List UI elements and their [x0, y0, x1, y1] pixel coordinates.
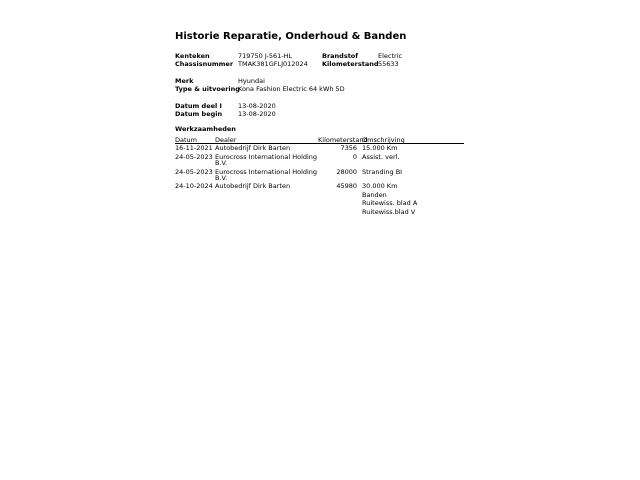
column-header-kilometerstand: Kilometerstand: [318, 136, 368, 144]
column-header-dealer: Dealer: [215, 136, 237, 144]
datum-deel-label: Datum deel I: [175, 102, 222, 110]
datum-begin-value: 13-08-2020: [238, 110, 276, 118]
type-value: Kona Fashion Electric 64 kWh 5D: [238, 85, 345, 93]
row-dealer: Eurocross International Holding: [215, 153, 318, 161]
row-dealer: Autobedrijf Dirk Barten: [215, 182, 291, 190]
chassis-value: TMAK381GFLJ012024: [238, 60, 308, 68]
row-kilometerstand: 0: [352, 153, 357, 161]
brandstof-value: Electric: [378, 52, 403, 60]
row-datum: 24-10-2024: [175, 182, 213, 190]
merk-value: Hyundai: [238, 77, 265, 85]
page-title: Historie Reparatie, Onderhoud & Banden: [175, 31, 407, 42]
column-header-datum: Datum: [175, 136, 197, 144]
datum-deel-value: 13-08-2020: [238, 102, 276, 110]
kenteken-label: Kenteken: [175, 52, 210, 60]
row-omschrijving: Banden: [362, 191, 387, 199]
row-omschrijving: Ruitewiss.blad V: [362, 208, 416, 216]
kilometerstand-value: 55633: [378, 60, 399, 68]
row-kilometerstand: 7356: [340, 144, 357, 152]
brandstof-label: Brandstof: [322, 52, 359, 60]
row-omschrijving: 30.000 Km: [362, 182, 398, 190]
row-dealer: Autobedrijf Dirk Barten: [215, 144, 291, 152]
row-omschrijving: Ruitewiss. blad A: [362, 199, 418, 207]
werkzaamheden-heading: Werkzaamheden: [175, 125, 236, 133]
type-label: Type & uitvoering: [175, 85, 240, 93]
datum-begin-label: Datum begin: [175, 110, 223, 118]
row-omschrijving: Stranding BI: [362, 168, 403, 176]
row-dealer: Eurocross International Holding: [215, 168, 318, 176]
kenteken-value: 719750 J-561-HL: [238, 52, 293, 60]
row-dealer-continued: B.V.: [215, 174, 228, 182]
chassis-label: Chassisnummer: [175, 60, 234, 68]
row-kilometerstand: 45980: [336, 182, 357, 190]
row-omschrijving: Assist. verl.: [362, 153, 400, 161]
column-header-omschrijving: Omschrijving: [362, 136, 405, 144]
row-datum: 16-11-2021: [175, 144, 213, 152]
row-omschrijving: 15.000 Km: [362, 144, 398, 152]
merk-label: Merk: [175, 77, 194, 85]
row-kilometerstand: 28000: [336, 168, 357, 176]
row-datum: 24-05-2023: [175, 153, 213, 161]
row-datum: 24-05-2023: [175, 168, 213, 176]
kilometerstand-label: Kilometerstand: [322, 60, 379, 68]
row-dealer-continued: B.V.: [215, 159, 228, 167]
